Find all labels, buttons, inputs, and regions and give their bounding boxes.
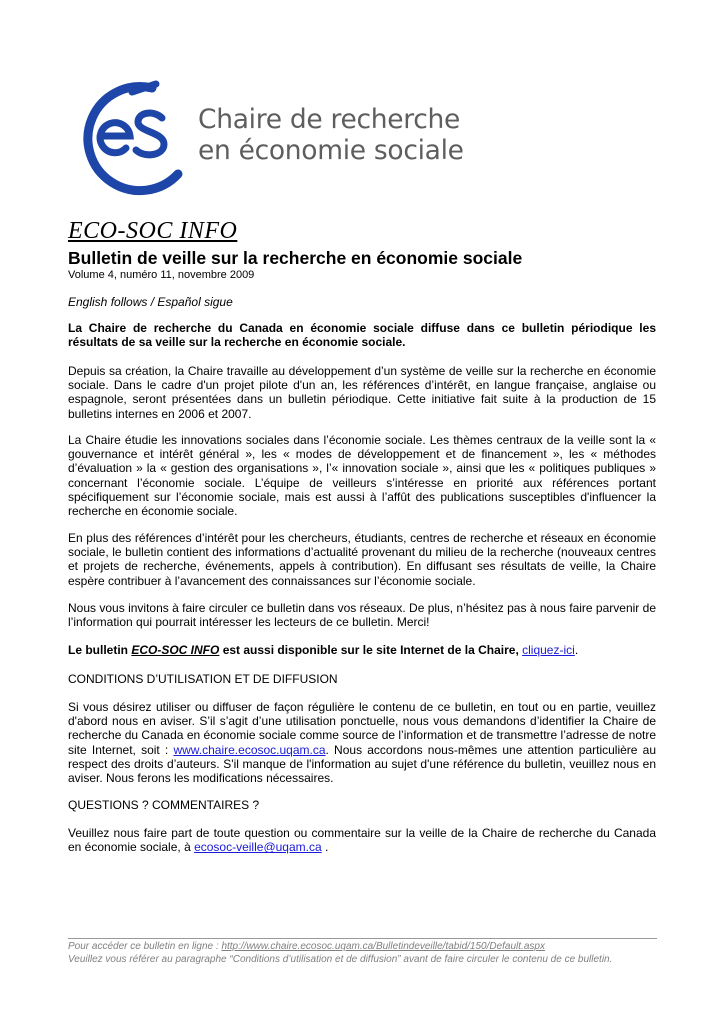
- paragraph-content: En plus des références d’intérêt pour les chercheurs, étudiants, centres de recherche et réseaux en économie sociale, le bulletin contient des informations d’actualité provenant du milieu de la recherche (nouveaux centres et projets de recherche, événements, appels à contribution). En diffusant ses résultats de veille, la Chaire espère contribuer à l’avancement des connaissances sur l’économie sociale.: [68, 531, 656, 588]
- logo-line-2: en économie sociale: [198, 135, 464, 166]
- questions-text-after: .: [321, 840, 329, 855]
- publication-subtitle: Bulletin de veille sur la recherche en économie sociale: [68, 248, 523, 268]
- publication-title: ECO-SOC INFO: [68, 218, 238, 244]
- site-mid: est aussi disponible sur le site Internet de la Chaire,: [219, 643, 523, 657]
- intro-paragraph: La Chaire de recherche du Canada en économie sociale diffuse dans ce bulletin périodique les résultats de sa veille sur la recherche en économie sociale.: [68, 321, 656, 350]
- footer-divider: [68, 938, 657, 939]
- site-end: .: [574, 643, 579, 657]
- site-prefix: Le bulletin: [68, 643, 132, 657]
- site-url-link[interactable]: www.chaire.ecosoc.uqam.ca: [173, 742, 326, 757]
- footer-url-link[interactable]: http://www.chaire.ecosoc.uqam.ca/Bulletindeveille/tabid/150/Default.aspx: [221, 941, 545, 952]
- conditions-text-after: . Nous accordons nous-mêmes une attention particulière au respect des droits d’auteurs. S'il manque de l'information au sujet d'une référence du bulletin, veuillez nous en aviser. Nous ferons les modifications nécessaires.: [68, 742, 656, 786]
- questions-paragraph: [68, 826, 656, 854]
- language-note: English follows / Español sigue: [68, 295, 233, 309]
- questions-text-before: Veuillez nous faire part de toute question ou commentaire sur la veille de la Chaire de recherche du Canada en économie sociale, à: [68, 826, 656, 855]
- logo-line-1: Chaire de recherche: [198, 104, 461, 135]
- questions-heading: QUESTIONS ? COMMENTAIRES ?: [68, 798, 260, 812]
- footer-usage-note: Veuillez vous référer au paragraphe “Conditions d’utilisation et de diffusion” avant de faire circuler le contenu de ce bulletin.: [68, 954, 613, 965]
- paragraph-themes: La Chaire étudie les innovations sociales dans l’économie sociale. Les thèmes centraux de la veille sont la « gouvernance et intérêt général », les « modes de développement et de financement », les « méthodes d’évaluation » la « gestion des organisations », l’« innovation sociale », ainsi que les « politiques publiques » concernant l’économie sociale. L’équipe de veilleurs s’intéresse en priorité aux références portant spécifiquement sur l’économie sociale, mais est aussi à l’affût des publications susceptibles d'influencer la recherche en économie sociale.: [68, 433, 656, 519]
- logo-text: [198, 104, 464, 166]
- cliquez-ici-link[interactable]: cliquez-ici: [522, 643, 575, 657]
- footer-prefix: Pour accéder ce bulletin en ligne :: [68, 941, 222, 952]
- conditions-text-before: Si vous désirez utiliser ou diffuser de façon régulière le contenu de ce bulletin, en tout ou en partie, veuillez d'abord nous en aviser. S’il s’agit d’une utilisation ponctuelle, nous vous demandons d’identifier la Chaire de recherche du Canada en économie sociale comme source de l’information et de transmettre l’adresse de notre site Internet, soit :: [68, 700, 656, 757]
- site-bulletin-title: ECO-SOC INFO: [131, 643, 220, 657]
- chaire-logo: [74, 76, 494, 196]
- conditions-heading: CONDITIONS D’UTILISATION ET DE DIFFUSION: [68, 672, 338, 686]
- paragraph-creation: Depuis sa création, la Chaire travaille au développement d’un système de veille sur la recherche en économie sociale. Dans le cadre d'un projet pilote d'un an, les références d’intérêt, en langue française, anglaise ou espagnole, seront présentées dans un bulletin périodique. Cette initiative fait suite à la production de 15 bulletins internes en 2006 et 2007.: [68, 364, 656, 421]
- es-logo-mark-icon: [74, 76, 190, 196]
- site-availability: [68, 643, 656, 657]
- conditions-paragraph: [68, 700, 656, 785]
- volume-info: Volume 4, numéro 11, novembre 2009: [68, 269, 255, 281]
- footer-online-access: [68, 941, 656, 954]
- paragraph-invitation: Nous vous invitons à faire circuler ce bulletin dans vos réseaux. De plus, n’hésitez pas à nous faire parvenir de l’information qui pourrait intéresser les lecteurs de ce bulletin. Merci!: [68, 601, 656, 630]
- email-link[interactable]: ecosoc-veille@uqam.ca: [194, 840, 322, 855]
